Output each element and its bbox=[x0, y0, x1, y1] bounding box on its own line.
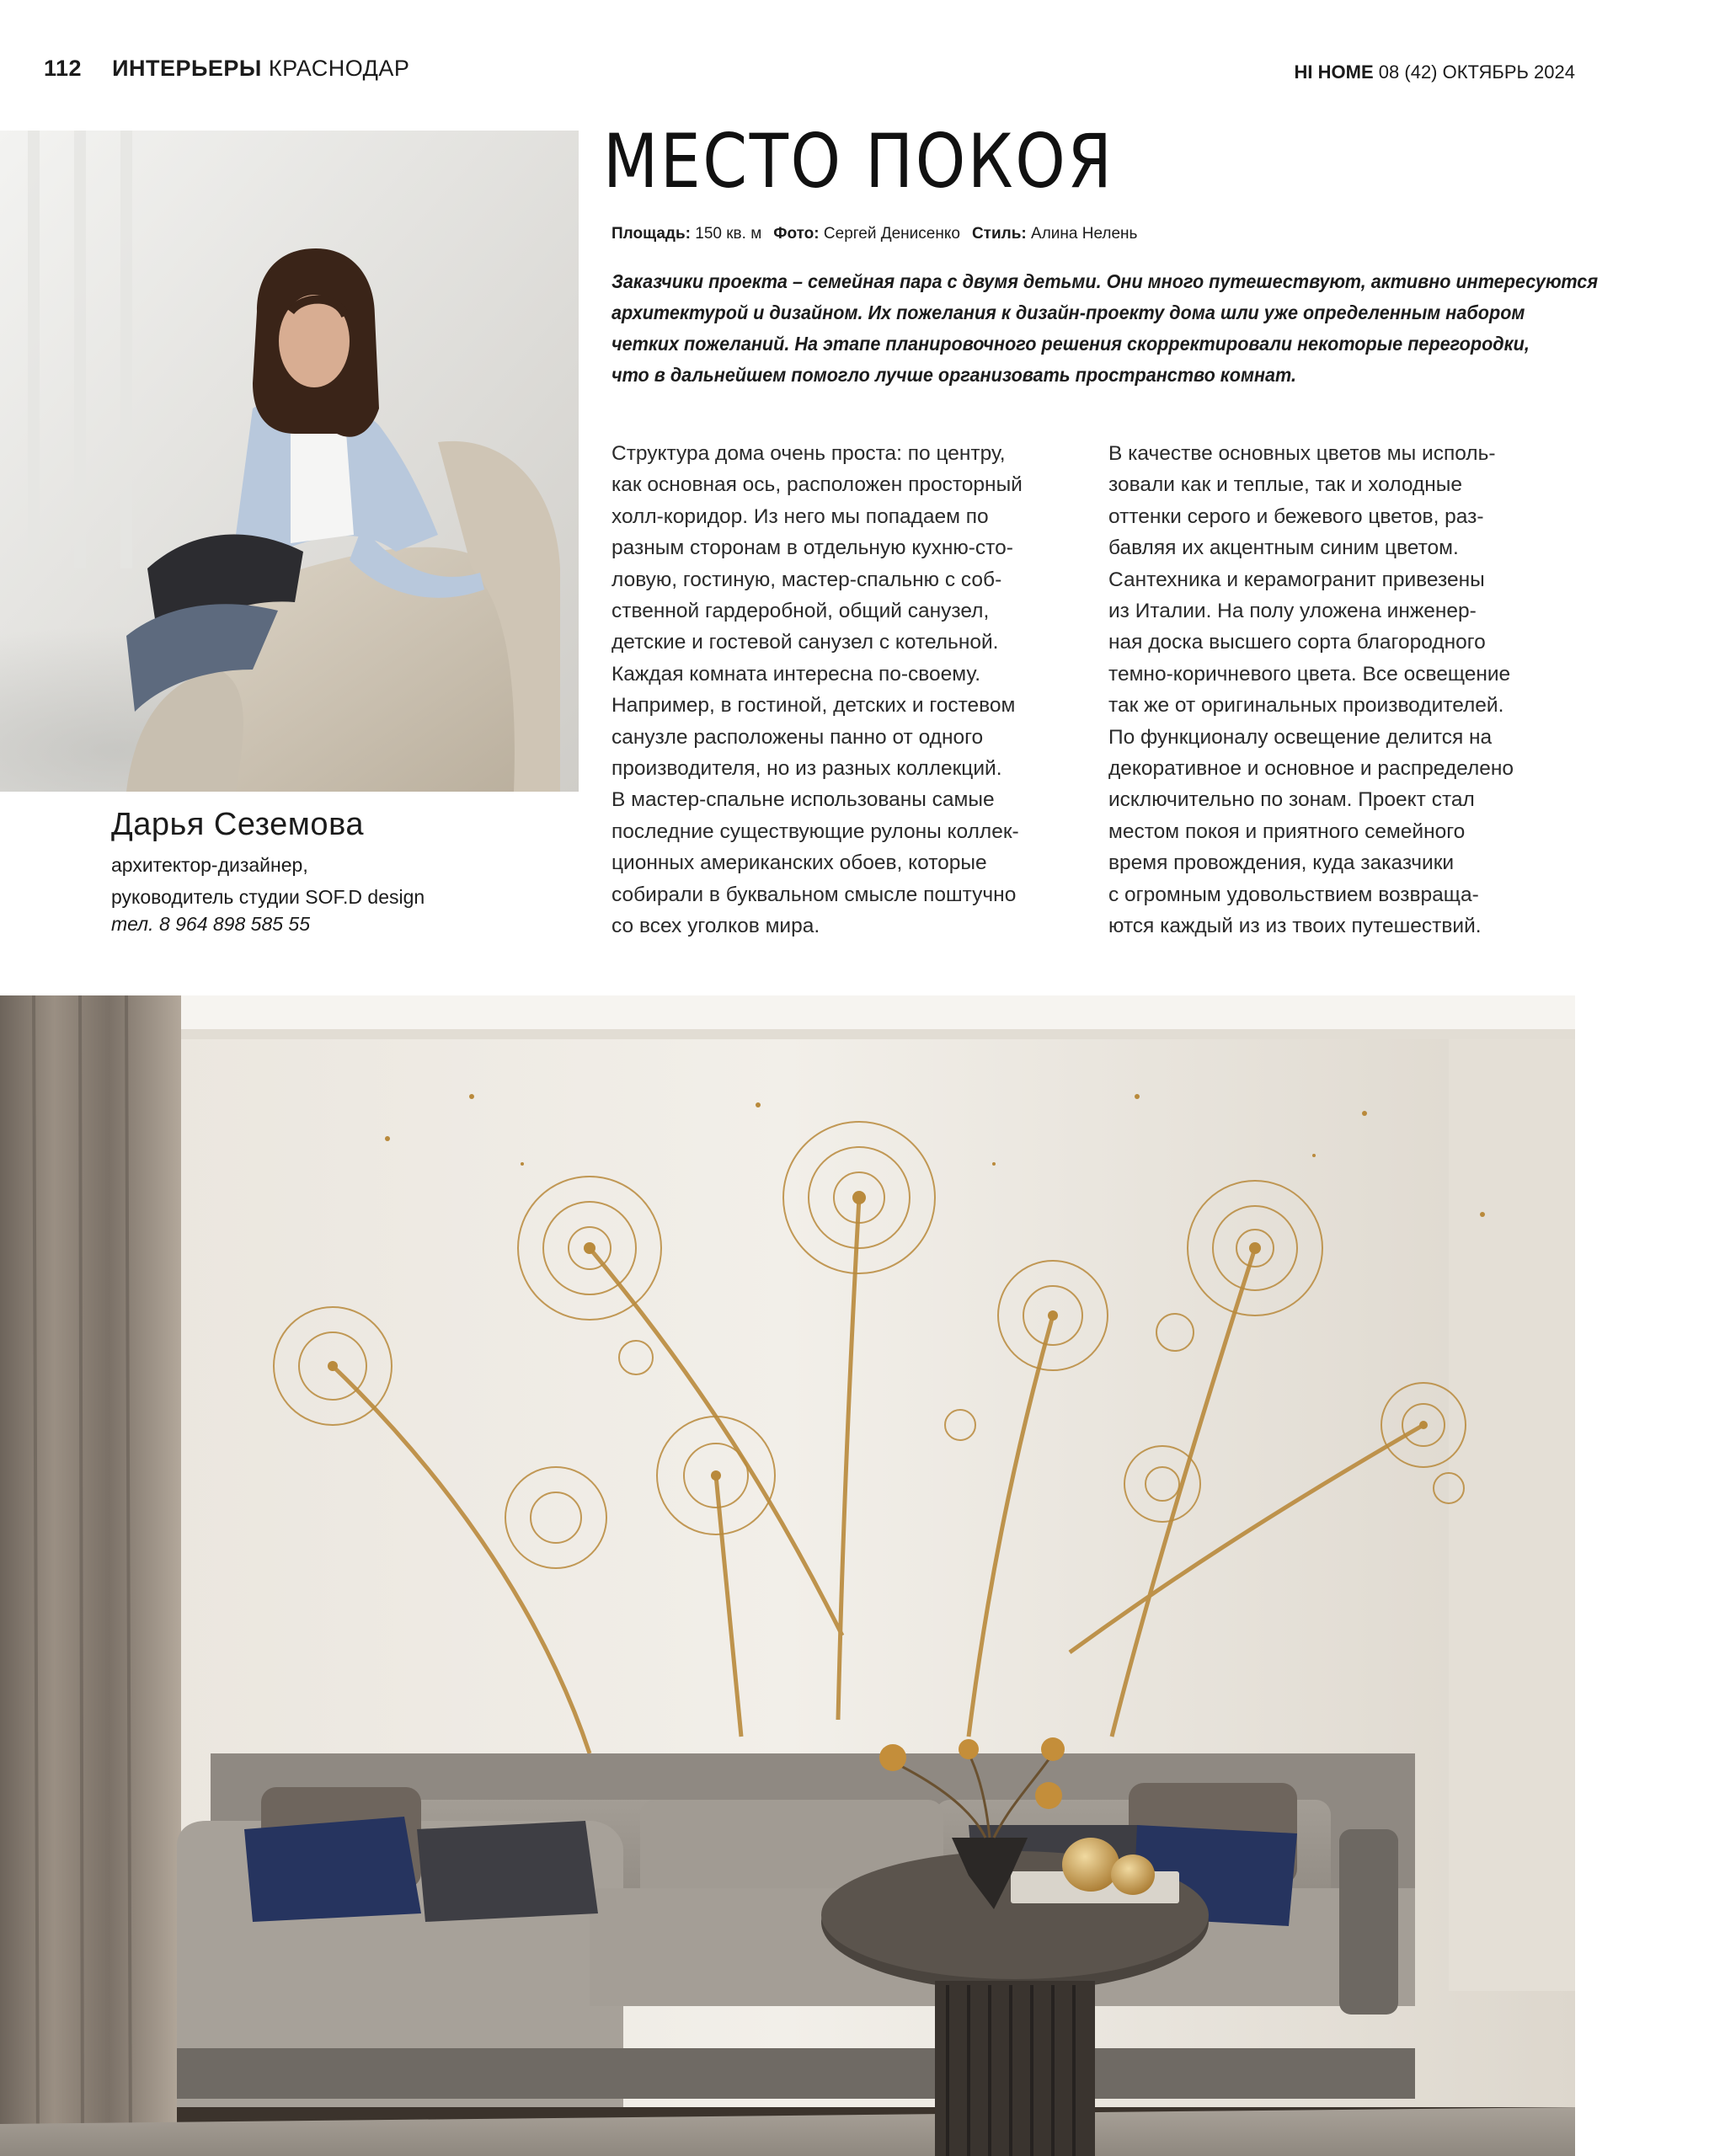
article-lead bbox=[611, 266, 1599, 391]
body-line: По функционалу освещение делится на bbox=[1108, 725, 1493, 749]
designer-role bbox=[111, 849, 425, 913]
body-line: ственной гардеробной, общий санузел, bbox=[611, 600, 990, 623]
photo-label: Фото: bbox=[773, 225, 820, 243]
lead-line: что в дальнейшем помогло лучше организовать пространство комнат. bbox=[611, 364, 1296, 386]
running-header-section bbox=[44, 56, 409, 82]
area-label: Площадь: bbox=[611, 225, 691, 243]
magazine-name: HI HOME bbox=[1294, 61, 1374, 83]
issue-info: 08 (42) ОКТЯБРЬ 2024 bbox=[1378, 61, 1575, 83]
body-line: Например, в гостиной, детских и гостевом bbox=[611, 694, 1016, 718]
body-line: оттенки серого и бежевого цветов, раз- bbox=[1108, 504, 1484, 528]
photo-value: Сергей Денисенко bbox=[823, 225, 960, 243]
body-line: детские и гостевой санузел с котельной. bbox=[611, 631, 999, 654]
living-room-photo bbox=[0, 995, 1575, 2156]
designer-role-line-2: руководитель студии SOF.D design bbox=[111, 886, 425, 908]
designer-name: Дарья Сеземова bbox=[111, 807, 364, 842]
designer-role-line-1: архитектор-дизайнер, bbox=[111, 854, 308, 876]
body-line: В качестве основных цветов мы исполь- bbox=[1108, 442, 1496, 465]
area-value: 150 кв. м bbox=[695, 225, 762, 243]
style-label: Стиль: bbox=[971, 225, 1027, 243]
lead-line: архитектурой и дизайном. Их пожелания к дизайн-проекту дома шли уже определенным набором bbox=[611, 302, 1525, 323]
body-line: бавляя их акцентным синим цветом. bbox=[1108, 536, 1459, 560]
lead-line: Заказчики проекта – семейная пара с двумя детьми. Они много путешествуют, активно интересуются bbox=[611, 270, 1599, 292]
article-credits bbox=[611, 225, 1137, 243]
section-city: КРАСНОДАР bbox=[268, 56, 410, 81]
body-line: как основная ось, расположен просторный bbox=[611, 473, 1023, 497]
body-line: разным сторонам в отдельную кухню-сто- bbox=[611, 536, 1013, 560]
lead-line: четких пожеланий. На этапе планировочного решения скорректировали некоторые перегородки, bbox=[611, 333, 1530, 355]
body-line: производителя, но из разных коллекций. bbox=[611, 757, 1002, 781]
body-line: Сантехника и керамогранит привезены bbox=[1108, 568, 1485, 591]
body-column-right bbox=[1108, 438, 1614, 942]
body-line: ционных американских обоев, которые bbox=[611, 851, 987, 875]
body-column-left bbox=[611, 438, 1117, 942]
body-line: со всех уголков мира. bbox=[611, 915, 820, 938]
body-line: местом покоя и приятного семейного bbox=[1108, 819, 1466, 843]
body-line: зовали как и теплые, так и холодные bbox=[1108, 473, 1462, 497]
body-line: В мастер-спальне использованы самые bbox=[611, 788, 995, 812]
body-line: время провождения, куда заказчики bbox=[1108, 851, 1455, 875]
body-line: Структура дома очень проста: по центру, bbox=[611, 442, 1006, 465]
body-line: исключительно по зонам. Проект стал bbox=[1108, 788, 1475, 812]
body-line: собирали в буквальном смысле поштучно bbox=[611, 883, 1017, 906]
page-number: 112 bbox=[44, 56, 83, 81]
body-line: Каждая комната интересна по-своему. bbox=[611, 662, 981, 686]
style-value: Алина Нелень bbox=[1031, 225, 1138, 243]
body-line: из Италии. На полу уложена инженер- bbox=[1108, 600, 1477, 623]
article-title: МЕСТО ПОКОЯ bbox=[603, 118, 1114, 205]
body-line: санузле расположены панно от одного bbox=[611, 725, 984, 749]
section-title: ИНТЕРЬЕРЫ bbox=[112, 56, 262, 81]
designer-portrait-photo bbox=[0, 131, 579, 792]
body-line: ются каждый из из твоих путешествий. bbox=[1108, 915, 1482, 938]
body-line: холл-коридор. Из него мы попадаем по bbox=[611, 504, 989, 528]
body-line: ловую, гостиную, мастер-спальню с соб- bbox=[611, 568, 1002, 591]
body-line: так же от оригинальных производителей. bbox=[1108, 694, 1504, 718]
body-line: декоративное и основное и распределено bbox=[1108, 757, 1514, 781]
body-line: ная доска высшего сорта благородного bbox=[1108, 631, 1486, 654]
body-line: с огромным удовольствием возвраща- bbox=[1108, 883, 1479, 906]
body-line: последние существующие рулоны коллек- bbox=[611, 819, 1019, 843]
designer-phone: тел. 8 964 898 585 55 bbox=[111, 913, 310, 935]
running-header-issue bbox=[1295, 61, 1575, 83]
body-line: темно-коричневого цвета. Все освещение bbox=[1108, 662, 1511, 686]
